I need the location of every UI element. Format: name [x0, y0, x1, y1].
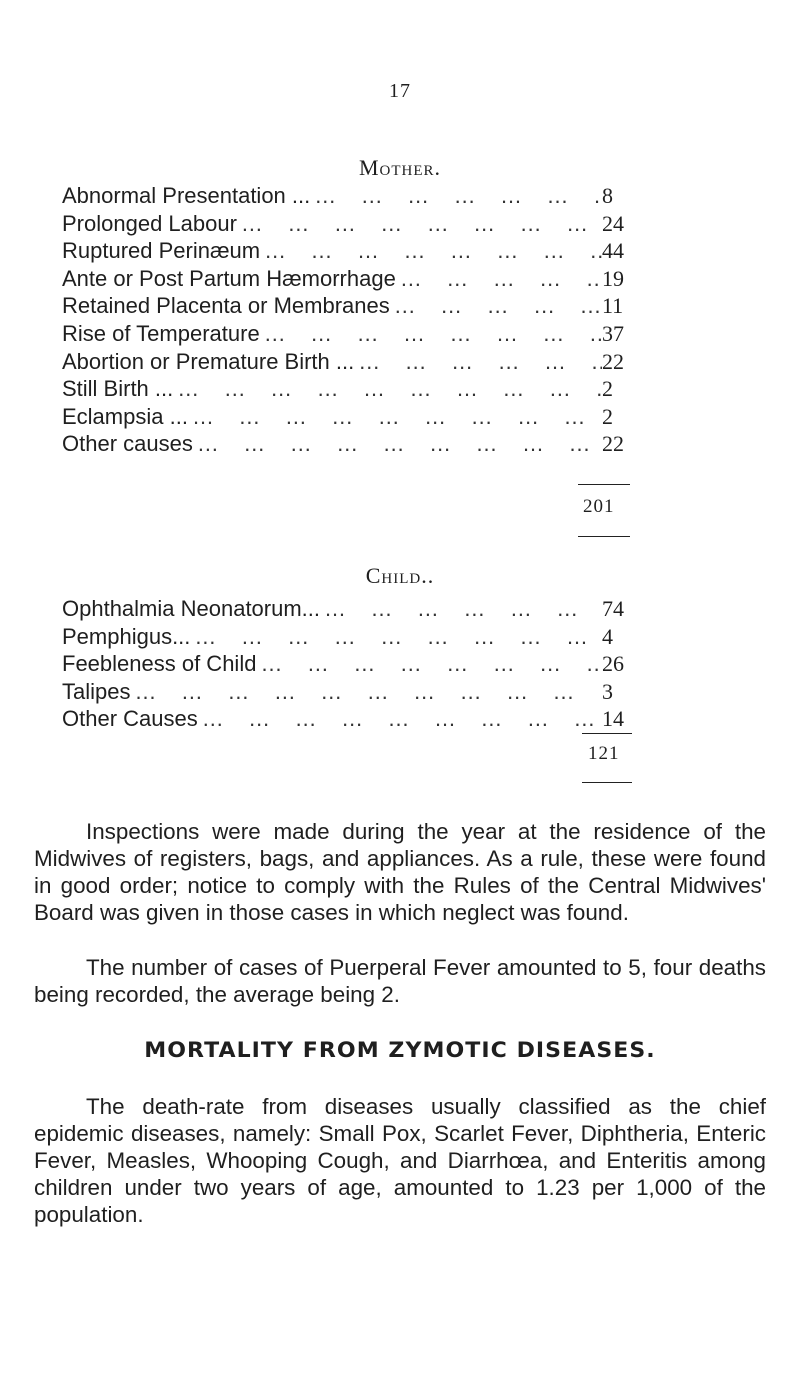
- inspections-paragraph: Inspections were made during the year at the residence of the Midwives of registers, bags, and appliances. As a rule, these were found in good order; notice to comply with the Rules of the Central Midwives' Board was given in those cases in which neglect was found.: [34, 819, 766, 925]
- item-value: 4: [602, 623, 613, 649]
- item-label: Rise of Temperature: [62, 320, 260, 346]
- item-label: Other causes: [62, 431, 193, 457]
- dot-leader: [354, 348, 602, 376]
- item-value: 37: [602, 320, 624, 346]
- item-value: 14: [602, 706, 624, 732]
- list-item: [62, 265, 642, 293]
- list-item: [62, 182, 642, 210]
- child-total: 121: [588, 743, 620, 764]
- dot-leader: [237, 210, 602, 238]
- dot-leader: [198, 705, 602, 733]
- list-item: [62, 292, 642, 320]
- child-list: [62, 595, 642, 733]
- list-item: [62, 320, 642, 348]
- item-value: 2: [602, 376, 613, 402]
- dot-leader: [396, 265, 602, 293]
- puerperal-paragraph: The number of cases of Puerperal Fever amounted to 5, four deaths being recorded, the average being 2.: [34, 955, 766, 1007]
- item-label: Retained Placenta or Membranes: [62, 293, 390, 319]
- item-label: Ophthalmia Neonatorum...: [62, 596, 321, 621]
- mother-total: 201: [583, 496, 615, 517]
- item-label: Still Birth ...: [62, 376, 174, 402]
- total-rule-top: [582, 733, 632, 734]
- list-item: [62, 348, 642, 376]
- item-value: 22: [602, 431, 624, 457]
- list-item: [62, 210, 642, 238]
- list-item: [62, 595, 642, 623]
- list-item: [62, 650, 642, 678]
- list-item: [62, 623, 642, 651]
- dot-leader: [310, 182, 602, 210]
- dot-leader: [260, 320, 602, 348]
- dot-leader: [320, 595, 602, 623]
- item-value: 11: [602, 293, 624, 319]
- item-value: 24: [602, 210, 624, 236]
- death-rate-paragraph: The death-rate from diseases usually classified as the chief epidemic diseases, namely: Small Pox, Scarlet Fever, Diphtheria, Enteric Fever, Measles, Whooping Cough, and Diarrhœa, and Enteritis among children under two years of age, amounted to 1.23 per 1,000 of the population.: [34, 1094, 766, 1227]
- item-label: Abnormal Presentation ...: [62, 183, 311, 208]
- total-rule-top: [578, 484, 630, 485]
- dot-leader: [173, 375, 602, 403]
- list-item: [62, 705, 642, 733]
- dot-leader: [390, 292, 602, 320]
- total-rule-bottom: [582, 782, 632, 783]
- item-value: 26: [602, 651, 624, 677]
- dot-leader: [256, 650, 602, 678]
- item-label: Other Causes: [62, 706, 198, 732]
- item-value: 22: [602, 348, 624, 374]
- item-value: 19: [602, 265, 624, 291]
- total-rule-bottom: [578, 536, 630, 537]
- item-label: Eclampsia ...: [62, 403, 188, 429]
- mother-list: [62, 182, 642, 458]
- item-label: Abortion or Premature Birth ...: [62, 348, 355, 374]
- list-item: [62, 678, 642, 706]
- list-item: [62, 403, 642, 431]
- dot-leader: [190, 623, 602, 651]
- item-value: 2: [602, 403, 613, 429]
- item-value: 44: [602, 238, 624, 264]
- item-label: Ruptured Perinæum: [62, 238, 261, 264]
- page-number: 17: [389, 80, 411, 102]
- mortality-heading: MORTALITY FROM ZYMOTIC DISEASES.: [144, 1038, 656, 1062]
- dot-leader: [130, 678, 602, 706]
- item-value: 8: [602, 183, 613, 208]
- item-label: Feebleness of Child: [62, 651, 257, 677]
- dot-leader: [193, 430, 602, 458]
- mother-heading: Mother.: [358, 155, 442, 180]
- dot-leader: [260, 237, 602, 265]
- list-item: [62, 237, 642, 265]
- list-item: [62, 430, 642, 458]
- list-item: [62, 375, 642, 403]
- item-label: Talipes: [62, 678, 131, 704]
- dot-leader: [188, 403, 602, 431]
- item-label: Pemphigus...: [62, 623, 191, 649]
- item-label: Prolonged Labour: [62, 210, 237, 236]
- child-heading: Child..: [365, 563, 435, 588]
- item-label: Ante or Post Partum Hæmorrhage: [62, 265, 396, 291]
- item-value: 3: [602, 678, 613, 704]
- item-value: 74: [602, 596, 624, 621]
